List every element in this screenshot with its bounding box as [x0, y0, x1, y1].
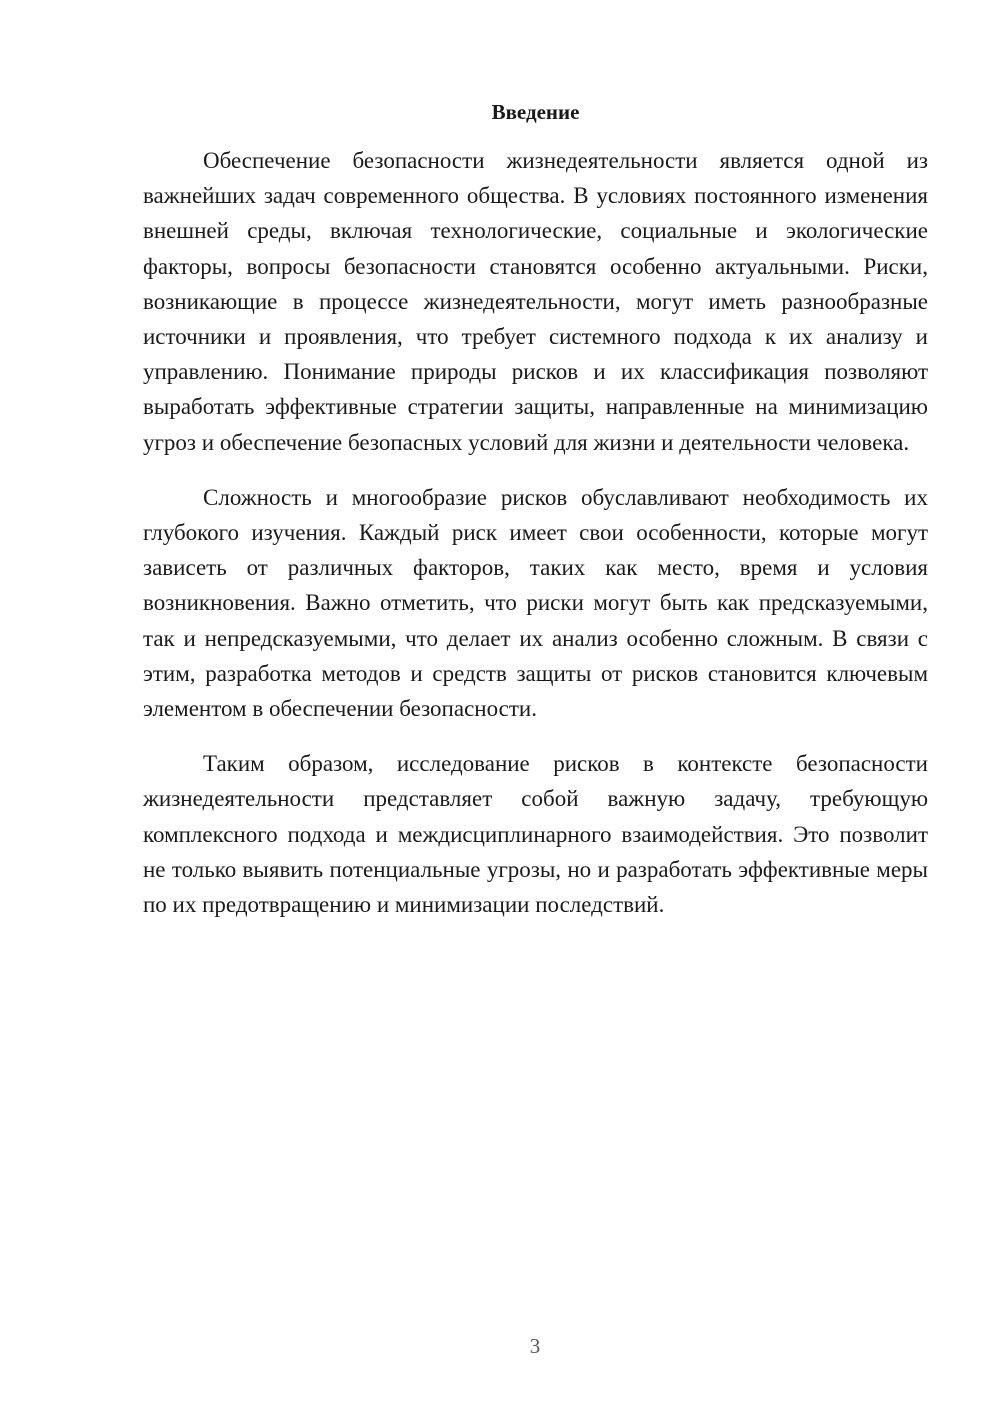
section-heading: Введение — [491, 100, 580, 124]
page-number: 3 — [529, 1334, 541, 1358]
paragraph-2: Сложность и многообразие рисков обуславливают необходимость их глубокого изучения. Каждый риск имеет свои особенности, которые могут зависеть от различных факторов, таких как место, время и условия возникновения. Важно отметить, что риски могут быть как предсказуемыми, так и непредсказуемыми, что делает их анализ особенно сложным. В связи с этим, разработка методов и средств защиты от рисков становится ключевым элементом в обеспечении безопасности. — [143, 484, 928, 722]
paragraph-1: Обеспечение безопасности жизнедеятельности является одной из важнейших задач современного общества. В условиях постоянного изменения внешней среды, включая технологические, социальные и экологические факторы, вопросы безопасности становятся особенно актуальными. Риски, возникающие в процессе жизнедеятельности, могут иметь разнообразные источники и проявления, что требует системного подхода к их анализу и управлению. Понимание природы рисков и их классификация позволяют выработать эффективные стратегии защиты, направленные на минимизацию угроз и обеспечение безопасных условий для жизни и деятельности человека. — [143, 148, 928, 455]
body-text — [143, 143, 928, 942]
paragraph-3: Таким образом, исследование рисков в контексте безопасности жизнедеятельности представляет собой важную задачу, требующую комплексного подхода и междисциплинарного взаимодействия. Это позволит не только выявить потенциальные угрозы, но и разработать эффективные меры по их предотвращению и минимизации последствий. — [143, 751, 928, 918]
